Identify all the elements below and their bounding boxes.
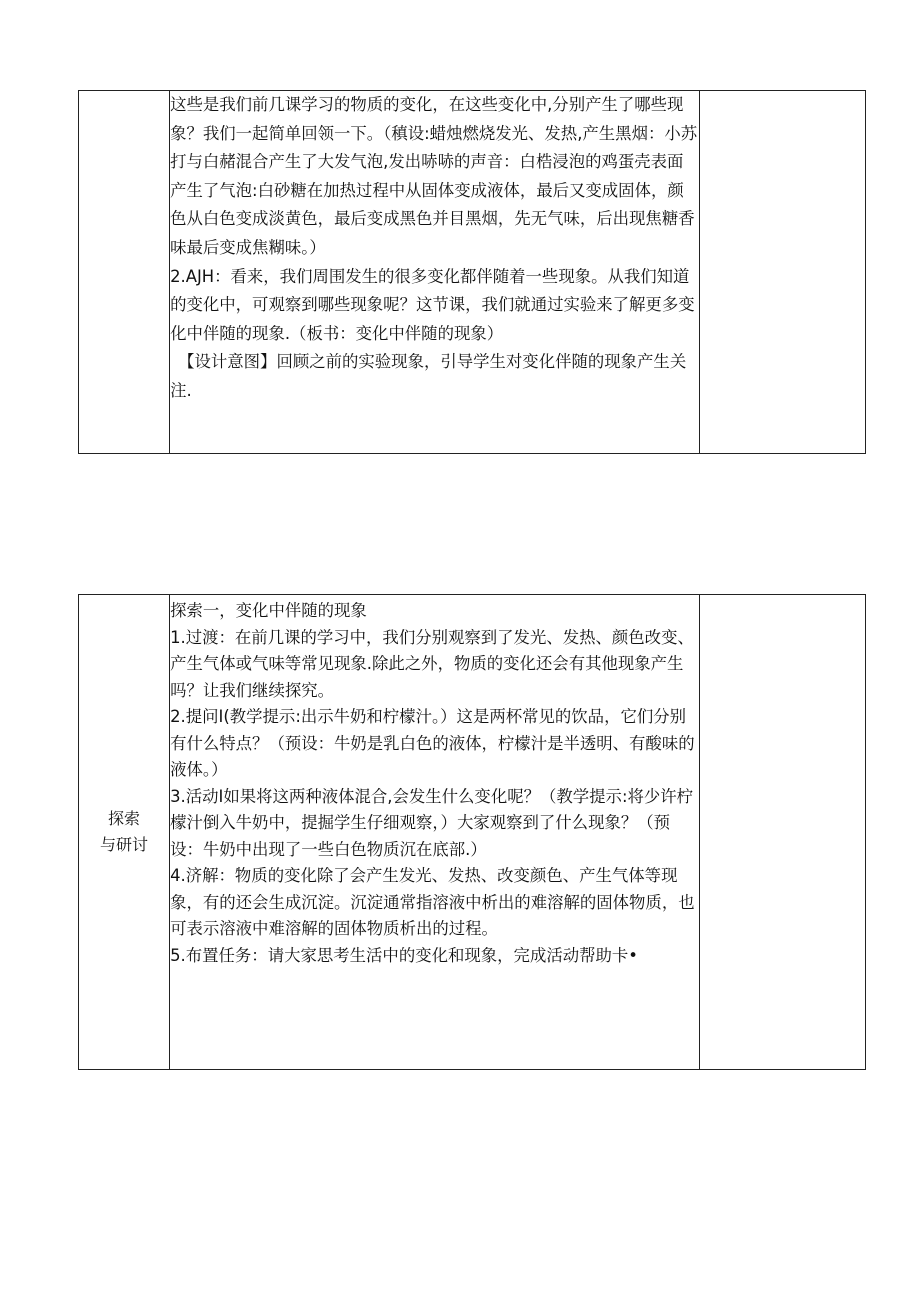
notes-cell: [699, 91, 865, 454]
teaching-content-cell: [170, 91, 700, 454]
explore-heading: 探索一，变化中伴随的现象: [170, 601, 367, 620]
step-activity: 3.活动Ⅰ如果将这两种液体混合,会发生什么变化呢？（教学提示:将少许柠檬汁倒入牛奶中，提掘学生仔细观察，）大家观察到了什么现象？（预设：牛奶中出现了一些白色物质沉在底部.）: [170, 786, 694, 859]
stage-label-cell: [79, 91, 170, 454]
stage-label-line-2: 与研讨: [100, 835, 149, 854]
step-transition: 1.过渡：在前几课的学习中，我们分别观察到了发光、发热、颜色改变、产生气体或气味等常见现象.除此之外，物质的变化还会有其他现象产生吗？让我们继续探究。: [170, 627, 694, 700]
step-assignment: 5.布置任务：请大家思考生活中的变化和现象，完成活动帮助卡•: [170, 945, 638, 965]
step-explanation: 4.济解：物质的变化除了会产生发光、发热、改变颜色、产生气体等现象，有的还会生成沉淀。沉淀通常指溶液中析出的难溶解的固体物质，也可表示溶液中难溶解的固体物质析出的过程。: [170, 866, 695, 938]
stage-label-line-1: 探索: [108, 809, 141, 828]
review-paragraph: 这些是我们前几课学习的物质的变化，在这些变化中,分别产生了哪些现象？我们一起简单回领一下。（稹设:蜡烛燃烧发光、发热,产生黑烟：小苏打与白赭混合产生了大发气泡,发出哧哧的声音：白梏浸泡的鸡蛋壳表面产生了气泡:白砂糖在加热过程中从固体变成液体，最后又变成固体，颜色从白色变成淡黄色，最后变成黑色并目黑烟，先无气味，后出现焦糖香味最后变成焦糊味。）: [170, 95, 698, 257]
lesson-table-review: [78, 90, 866, 454]
table-row: [79, 595, 866, 1070]
stage-label-cell: [79, 595, 170, 1070]
design-intent-paragraph: 【设计意图】回顾之前的实验现象，引导学生对变化伴随的现象产生关注.: [170, 352, 687, 400]
notes-cell: [699, 595, 865, 1070]
step-question: 2.提问Ⅰ(教学提示:出示牛奶和柠檬汁。）这是两杯常见的饮品，它们分别有什么特点？（预设：牛奶是乳白色的液体，柠檬汁是半透明、有酸味的液体。）: [170, 707, 695, 779]
teaching-content-cell: [170, 595, 700, 1070]
lesson-table-explore: [78, 594, 866, 1070]
table-row: [79, 91, 866, 454]
transition-paragraph: 2.AJH：看来，我们周围发生的很多变化都伴随着一些现象。从我们知道的变化中，可观察到哪些现象呢？这节课，我们就通过实验来了解更多变化中伴随的现象.（板书：变化中伴随的现象）: [170, 266, 695, 343]
